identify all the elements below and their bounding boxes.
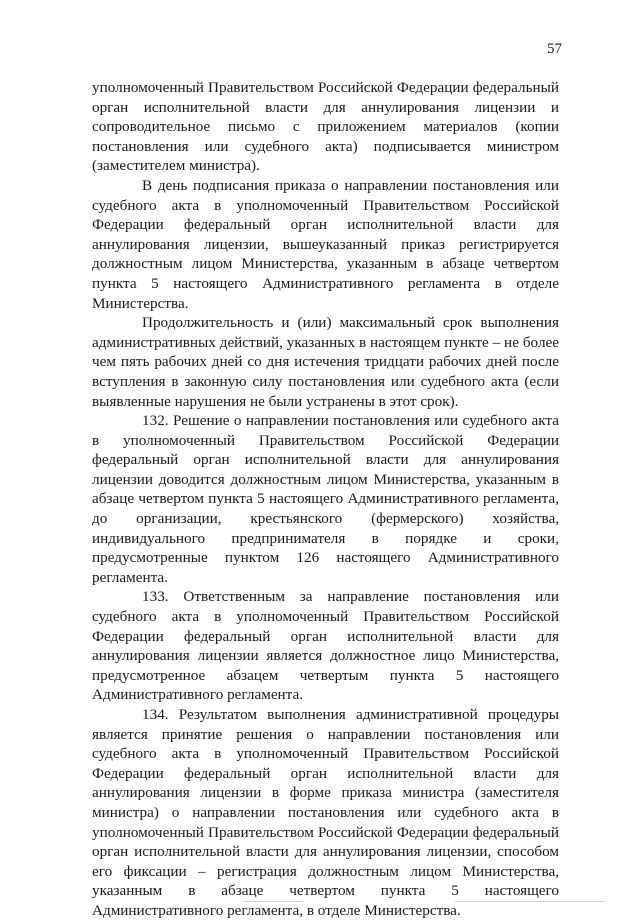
document-body: [92, 78, 559, 921]
paragraph-item-134: 134. Результатом выполнения административной процедуры является принятие решения о направлении постановления или судебного акта в уполномоченный Правительством Российской Федерации федеральный орган исполнительной власти для аннулирования лицензии в форме приказа министра (заместителя министра) о направлении постановления или судебного акта в уполномоченный Правительством Российской Федерации федеральный орган исполнительной власти для аннулирования лицензии, способом его фиксации – регистрация должностным лицом Министерства, указанным в абзаце четвертом пункта 5 настоящего Административного регламента, в отделе Министерства.: [92, 706, 559, 919]
paragraph-duration: Продолжительность и (или) максимальный срок выполнения административных действий, указанных в настоящем пункте – не более чем пять рабочих дней со дня истечения тридцати рабочих дней после вступления в законную силу постановления или судебного акта (если выявленные нарушения не были устранены в этот срок).: [92, 314, 559, 410]
paragraph-order-registration: В день подписания приказа о направлении постановления или судебного акта в уполномоченный Правительством Российской Федерации федеральный орган исполнительной власти для аннулирования лицензии, вышеуказанный приказ регистрируется должностным лицом Министерства, указанным в абзаце четвертом пункта 5 настоящего Административного регламента в отделе Министерства.: [92, 176, 559, 312]
paragraph-item-133: 133. Ответственным за направление постановления или судебного акта в уполномоченный Правительством Российской Федерации федеральный орган исполнительной власти для аннулирования лицензии является должностное лицо Министерства, предусмотренное абзацем четвертым пункта 5 настоящего Административного регламента.: [92, 588, 559, 704]
page-number: 57: [547, 41, 562, 57]
paragraph-continuation: уполномоченный Правительством Российской Федерации федеральный орган исполнительной власти для аннулирования лицензии и сопроводительное письмо с приложением материалов (копии постановления или судебного акта) подписывается министром (заместителем министра).: [92, 79, 559, 175]
paragraph-item-132: 132. Решение о направлении постановления или судебного акта в уполномоченный Правительством Российской Федерации федеральный орган исполнительной власти для аннулирования лицензии доводится должностным лицом Министерства, указанным в абзаце четвертом пункта 5 настоящего Административного регламента, до организации, крестьянского (фермерского) хозяйства, индивидуального предпринимателя в порядке и сроки, предусмотренные пунктом 126 настоящего Административного регламента.: [92, 412, 559, 586]
footer-rule-right: [455, 901, 605, 902]
footer-rule-left: [243, 901, 303, 902]
